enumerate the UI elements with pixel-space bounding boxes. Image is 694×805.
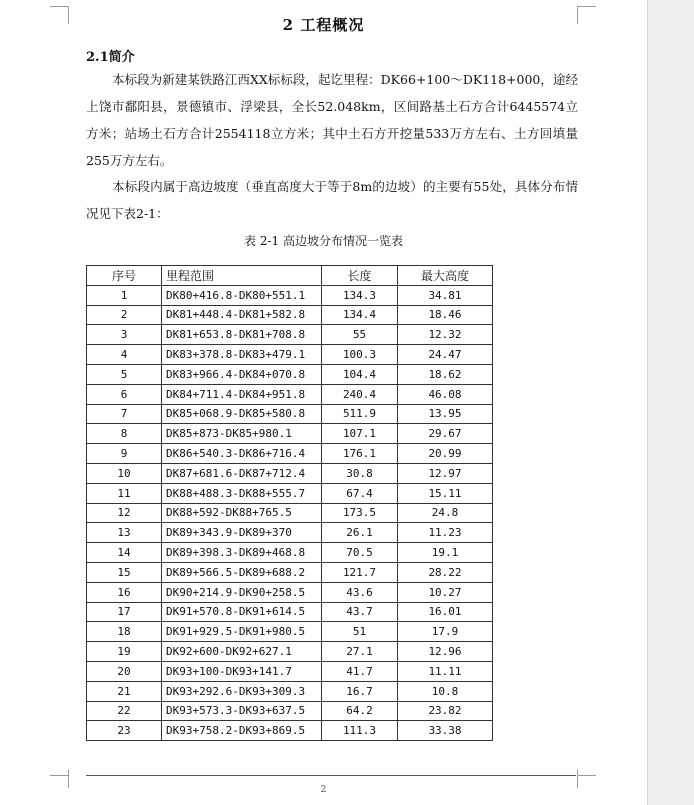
cell-serial: 22 bbox=[87, 701, 162, 721]
table-row bbox=[87, 325, 493, 345]
table-row bbox=[87, 503, 493, 523]
cell-max-height: 12.96 bbox=[398, 642, 493, 662]
cell-length: 240.4 bbox=[322, 384, 398, 404]
cell-max-height: 12.32 bbox=[398, 325, 493, 345]
cell-serial: 12 bbox=[87, 503, 162, 523]
cell-mileage-range: DK89+398.3-DK89+468.8 bbox=[162, 543, 322, 563]
cell-serial: 4 bbox=[87, 345, 162, 365]
header-length: 长度 bbox=[322, 266, 398, 286]
table-row bbox=[87, 701, 493, 721]
cell-max-height: 23.82 bbox=[398, 701, 493, 721]
table-row bbox=[87, 642, 493, 662]
table-row bbox=[87, 404, 493, 424]
cell-mileage-range: DK86+540.3-DK86+716.4 bbox=[162, 444, 322, 464]
table-row bbox=[87, 444, 493, 464]
cell-serial: 14 bbox=[87, 543, 162, 563]
cell-mileage-range: DK88+592-DK88+765.5 bbox=[162, 503, 322, 523]
table-row bbox=[87, 424, 493, 444]
cell-max-height: 34.81 bbox=[398, 285, 493, 305]
slope-paragraph bbox=[86, 173, 578, 227]
table-body bbox=[87, 285, 493, 740]
cell-length: 43.7 bbox=[322, 602, 398, 622]
cell-serial: 16 bbox=[87, 582, 162, 602]
table-row bbox=[87, 562, 493, 582]
cell-max-height: 10.8 bbox=[398, 681, 493, 701]
header-max-height: 最大高度 bbox=[398, 266, 493, 286]
cell-max-height: 20.99 bbox=[398, 444, 493, 464]
footer-divider bbox=[86, 775, 576, 776]
table-row bbox=[87, 543, 493, 563]
intro-paragraph bbox=[86, 66, 578, 174]
section-heading: 2.1简介 bbox=[86, 50, 135, 65]
chapter-title: 2 工程概况 bbox=[282, 16, 365, 34]
cell-max-height: 46.08 bbox=[398, 384, 493, 404]
cell-length: 43.6 bbox=[322, 582, 398, 602]
crop-mark bbox=[578, 6, 596, 7]
cell-serial: 5 bbox=[87, 364, 162, 384]
cell-serial: 17 bbox=[87, 602, 162, 622]
table-caption: 表 2-1 高边坡分布情况一览表 bbox=[244, 234, 403, 248]
table-row bbox=[87, 582, 493, 602]
cell-length: 107.1 bbox=[322, 424, 398, 444]
cell-mileage-range: DK83+966.4-DK84+070.8 bbox=[162, 364, 322, 384]
cell-max-height: 10.27 bbox=[398, 582, 493, 602]
viewer-side-gutter bbox=[647, 0, 694, 805]
cell-length: 104.4 bbox=[322, 364, 398, 384]
table-row bbox=[87, 661, 493, 681]
cell-mileage-range: DK89+566.5-DK89+688.2 bbox=[162, 562, 322, 582]
cell-max-height: 18.46 bbox=[398, 305, 493, 325]
cell-serial: 10 bbox=[87, 463, 162, 483]
cell-mileage-range: DK88+488.3-DK88+555.7 bbox=[162, 483, 322, 503]
table-row bbox=[87, 463, 493, 483]
cell-mileage-range: DK81+653.8-DK81+708.8 bbox=[162, 325, 322, 345]
table-row bbox=[87, 721, 493, 741]
cell-length: 16.7 bbox=[322, 681, 398, 701]
cell-mileage-range: DK84+711.4-DK84+951.8 bbox=[162, 384, 322, 404]
cell-length: 51 bbox=[322, 622, 398, 642]
cell-length: 67.4 bbox=[322, 483, 398, 503]
cell-serial: 2 bbox=[87, 305, 162, 325]
cell-mileage-range: DK85+873-DK85+980.1 bbox=[162, 424, 322, 444]
crop-mark bbox=[50, 6, 68, 7]
table-row bbox=[87, 384, 493, 404]
cell-mileage-range: DK89+343.9-DK89+370 bbox=[162, 523, 322, 543]
cell-max-height: 15.11 bbox=[398, 483, 493, 503]
cell-max-height: 12.97 bbox=[398, 463, 493, 483]
cell-max-height: 11.11 bbox=[398, 661, 493, 681]
cell-serial: 15 bbox=[87, 562, 162, 582]
header-serial: 序号 bbox=[87, 266, 162, 286]
slope-distribution-table bbox=[86, 265, 493, 741]
cell-length: 111.3 bbox=[322, 721, 398, 741]
cell-length: 30.8 bbox=[322, 463, 398, 483]
table-row bbox=[87, 681, 493, 701]
cell-mileage-range: DK93+758.2-DK93+869.5 bbox=[162, 721, 322, 741]
cell-length: 121.7 bbox=[322, 562, 398, 582]
cell-mileage-range: DK87+681.6-DK87+712.4 bbox=[162, 463, 322, 483]
cell-max-height: 19.1 bbox=[398, 543, 493, 563]
cell-mileage-range: DK91+929.5-DK91+980.5 bbox=[162, 622, 322, 642]
crop-mark bbox=[50, 775, 68, 776]
cell-serial: 6 bbox=[87, 384, 162, 404]
cell-max-height: 16.01 bbox=[398, 602, 493, 622]
cell-mileage-range: DK80+416.8-DK80+551.1 bbox=[162, 285, 322, 305]
table-row bbox=[87, 523, 493, 543]
cell-length: 41.7 bbox=[322, 661, 398, 681]
cell-length: 176.1 bbox=[322, 444, 398, 464]
cell-length: 27.1 bbox=[322, 642, 398, 662]
cell-length: 64.2 bbox=[322, 701, 398, 721]
cell-mileage-range: DK93+292.6-DK93+309.3 bbox=[162, 681, 322, 701]
cell-max-height: 11.23 bbox=[398, 523, 493, 543]
cell-max-height: 29.67 bbox=[398, 424, 493, 444]
cell-serial: 11 bbox=[87, 483, 162, 503]
table-row bbox=[87, 622, 493, 642]
cell-serial: 1 bbox=[87, 285, 162, 305]
cell-serial: 7 bbox=[87, 404, 162, 424]
cell-length: 134.3 bbox=[322, 285, 398, 305]
table-row bbox=[87, 345, 493, 365]
table-row bbox=[87, 285, 493, 305]
cell-max-height: 33.38 bbox=[398, 721, 493, 741]
page-number: 2 bbox=[320, 785, 327, 795]
table-row bbox=[87, 364, 493, 384]
cell-length: 511.9 bbox=[322, 404, 398, 424]
cell-mileage-range: DK91+570.8-DK91+614.5 bbox=[162, 602, 322, 622]
cell-serial: 13 bbox=[87, 523, 162, 543]
table-header-row bbox=[87, 266, 493, 286]
cell-serial: 21 bbox=[87, 681, 162, 701]
cell-length: 26.1 bbox=[322, 523, 398, 543]
cell-length: 100.3 bbox=[322, 345, 398, 365]
table-row bbox=[87, 602, 493, 622]
cell-serial: 9 bbox=[87, 444, 162, 464]
cell-max-height: 17.9 bbox=[398, 622, 493, 642]
cell-max-height: 13.95 bbox=[398, 404, 493, 424]
cell-mileage-range: DK81+448.4-DK81+582.8 bbox=[162, 305, 322, 325]
table-row bbox=[87, 483, 493, 503]
cell-max-height: 28.22 bbox=[398, 562, 493, 582]
cell-serial: 3 bbox=[87, 325, 162, 345]
header-mileage-range: 里程范围 bbox=[162, 266, 322, 286]
cell-length: 173.5 bbox=[322, 503, 398, 523]
cell-mileage-range: DK93+573.3-DK93+637.5 bbox=[162, 701, 322, 721]
slope-paragraph-text: 本标段内属于高边坡度（垂直高度大于等于8m的边坡）的主要有55处，具体分布情况见下表2-1： bbox=[86, 179, 578, 221]
cell-mileage-range: DK93+100-DK93+141.7 bbox=[162, 661, 322, 681]
cell-mileage-range: DK83+378.8-DK83+479.1 bbox=[162, 345, 322, 365]
cell-max-height: 24.47 bbox=[398, 345, 493, 365]
cell-serial: 18 bbox=[87, 622, 162, 642]
cell-serial: 20 bbox=[87, 661, 162, 681]
cell-length: 70.5 bbox=[322, 543, 398, 563]
table-row bbox=[87, 305, 493, 325]
cell-max-height: 18.62 bbox=[398, 364, 493, 384]
cell-length: 134.4 bbox=[322, 305, 398, 325]
cell-max-height: 24.8 bbox=[398, 503, 493, 523]
cell-mileage-range: DK92+600-DK92+627.1 bbox=[162, 642, 322, 662]
cell-serial: 23 bbox=[87, 721, 162, 741]
cell-length: 55 bbox=[322, 325, 398, 345]
intro-paragraph-text: 本标段为新建某铁路江西XX标标段，起讫里程：DK66+100～DK118+000，途经上饶市鄱阳县，景德镇市、浮梁县，全长52.048km，区间路基土石方合计6445574立方米；站场土石方合计2554118立方米；其中土石方开挖量533万方左右、土方回填量255万方左右。 bbox=[86, 72, 578, 168]
cell-mileage-range: DK90+214.9-DK90+258.5 bbox=[162, 582, 322, 602]
cell-serial: 19 bbox=[87, 642, 162, 662]
cell-mileage-range: DK85+068.9-DK85+580.8 bbox=[162, 404, 322, 424]
crop-mark bbox=[578, 775, 596, 776]
cell-serial: 8 bbox=[87, 424, 162, 444]
